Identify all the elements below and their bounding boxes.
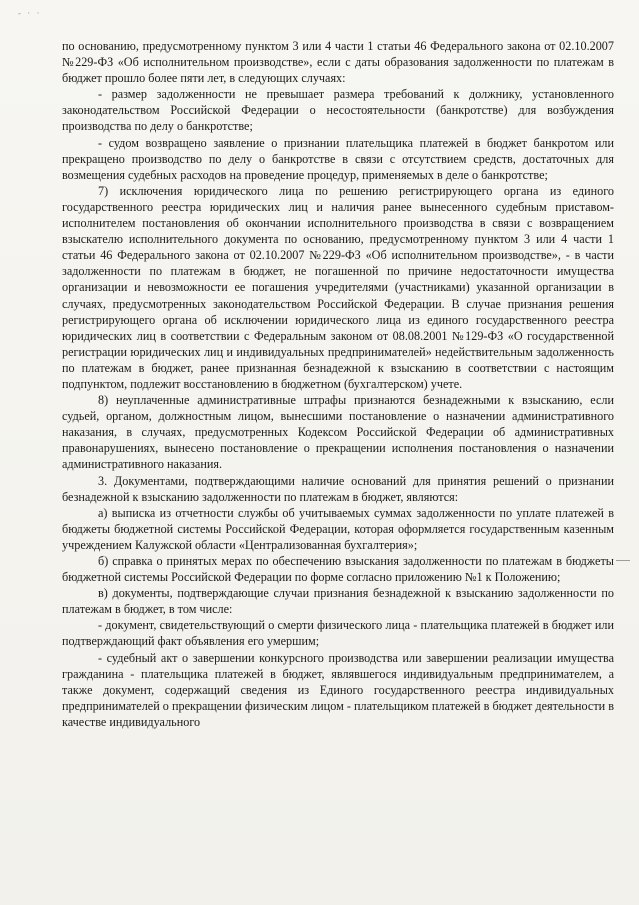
paragraph-continuation: по основанию, предусмотренному пунктом 3 или 4 части 1 статьи 46 Федерального закона от 02.10.2007 №229-ФЗ «Об исполнительном производстве», если с даты образования задолженности по платежам в бюджет прошло более пяти лет, в следующих случаях: xyxy=(62,39,614,86)
paragraph-item-b: б) справка о принятых мерах по обеспечению взыскания задолженности по платежам в бюджеты бюджетной системы Российской Федерации по форме согласно приложению №1 к Положению; xyxy=(62,554,614,585)
margin-pen-mark xyxy=(616,560,630,561)
paragraph-section-3: 3. Документами, подтверждающими наличие оснований для принятия решений о признании безнадежной к взысканию задолженности по платежам в бюджет, являются: xyxy=(62,473,614,504)
paragraph-item-8: 8) неуплаченные административные штрафы признаются безнадежными к взысканию, если судьей, органом, должностным лицом, вынесшими постановление о назначении административного наказания, в случаях, предусмотренных Кодексом Российской Федерации об административных правонарушениях, вынесено постановление о прекращении исполнения постановления о назначении административного наказания. xyxy=(62,393,614,472)
paragraph-item-a: а) выписка из отчетности службы об учитываемых суммах задолженности по уплате платежей в бюджеты бюджетной системы Российской Федерации, которая оформляется государственным казенным учреждением Калужской области «Централизованная бухгалтерия»; xyxy=(62,505,614,552)
paragraph-death-document: - документ, свидетельствующий о смерти физического лица - плательщика платежей в бюджет или подтверждающий факт объявления его умершим; xyxy=(62,618,614,649)
paragraph-item-v: в) документы, подтверждающие случаи признания безнадежной к взысканию задолженности по платежам в бюджет, в том числе: xyxy=(62,586,614,617)
scan-corner-mark: - · · xyxy=(18,8,42,18)
paragraph-debt-size: - размер задолженности не превышает размера требований к должнику, установленного законодательством Российской Федерации о несостоятельности (банкротстве) для возбуждения производства по делу о банкротстве; xyxy=(62,87,614,134)
paragraph-court-act: - судебный акт о завершении конкурсного производства или завершении реализации имущества гражданина - плательщика платежей в бюджет, являвшегося индивидуальным предпринимателем, а также документ, содержащий сведения из Единого государственного реестра индивидуальных предпринимателей о прекращении физическим лицом - плательщиком платежей в бюджет деятельности в качестве индивидуального xyxy=(62,650,614,729)
paragraph-bankruptcy-returned: - судом возвращено заявление о признании плательщика платежей в бюджет банкротом или прекращено производство по делу о банкротстве в связи с отсутствием средств, достаточных для возмещения судебных расходов на проведение процедур, применяемых в деле о банкротстве; xyxy=(62,135,614,182)
paragraph-item-7: 7) исключения юридического лица по решению регистрирующего органа из единого государственного реестра юридических лиц и наличия ранее вынесенного судебным приставом-исполнителем постановления об окончании исполнительного производства в связи с возвращением взыскателю исполнительного документа по основанию, предусмотренному пунктом 3 или 4 части 1 статьи 46 Федерального закона от 02.10.2007 №229-ФЗ «Об исполнительном производстве», - в части задолженности по платежам в бюджет, не погашенной по причине недостаточности имущества организации и невозможности ее погашения учредителями (участниками) указанной организации в случаях, предусмотренных законодательством Российской Федерации. В случае признания решения регистрирующего органа об исключении юридического лица из единого государственного реестра юридических лиц в соответствии с Федеральным законом от 08.08.2001 №129-ФЗ «О государственной регистрации юридических лиц и индивидуальных предпринимателей» недействительным задолженность по платежам в бюджет, ранее признанная безнадежной к взысканию в соответствии с настоящим подпунктом, подлежит восстановлению в бюджетном (бухгалтерском) учете. xyxy=(62,183,614,391)
document-body xyxy=(62,38,614,730)
